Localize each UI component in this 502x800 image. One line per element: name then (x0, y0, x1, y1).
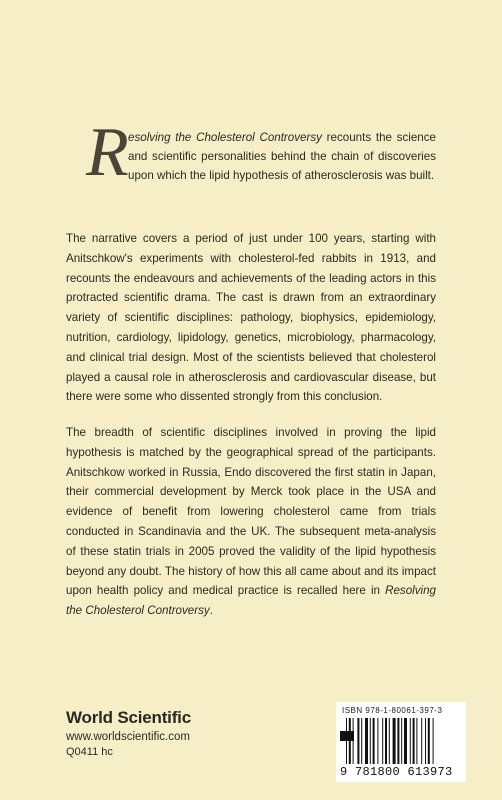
barcode-stripe (365, 718, 368, 764)
barcode-stripe (373, 718, 375, 764)
barcode-stripe (370, 718, 371, 764)
product-code: Q0411 hc (66, 746, 113, 758)
geography-text: The breadth of scientific disciplines involved in proving the lipid hypothesis is matched by the geographical spread of the participants. Anitschkow worked in Russia, Endo discovered the first statin in Japan, their commercial development by Merck took place in the USA and evidence of benefit from lowering cholesterol came from trials conducted in Scandinavia and the UK. The subsequent meta-analysis of these statin trials in 2005 proved the validity of the lipid hypothesis beyond any doubt. The history of how this all came about and its impact upon health policy and medical practice is recalled here in (66, 426, 436, 598)
barcode-stripe (416, 718, 417, 764)
isbn-label: ISBN 978-1-80061-397-3 (342, 706, 443, 715)
barcode-stripe (425, 718, 426, 764)
barcode-stripe (382, 718, 383, 764)
barcode (336, 702, 466, 782)
paragraph-end: . (209, 604, 213, 618)
barcode-stripe (361, 718, 362, 764)
barcode-stripe (401, 718, 402, 764)
barcode-stripe (393, 718, 396, 764)
barcode-stripe (357, 718, 359, 764)
barcode-stripe (385, 718, 387, 764)
publisher-block (66, 707, 191, 760)
barcode-stripe (349, 718, 351, 764)
barcode-bars (346, 718, 458, 766)
barcode-number: 9 781800 613973 (340, 765, 453, 779)
barcode-stripe (397, 718, 399, 764)
geography-paragraph (66, 423, 436, 621)
barcode-stripe (428, 718, 430, 764)
narrative-paragraph: The narrative covers a period of just under 100 years, starting with Anitschkow's experiments with cholesterol-fed rabbits in 1913, and recounts the endeavours and achievements of the leading actors in this protracted scientific drama. The cast is drawn from an extraordinary variety of scientific disciplines: pathology, biophysics, epidemiology, nutrition, cardiology, lipidology, genetics, microbiology, pharmacology, and clinical trial design. Most of the scientists believed that cholesterol played a causal role in atherosclerosis and cardiovascular disease, but there were some who dissented strongly from this conclusion. (66, 232, 436, 404)
barcode-stripe (410, 718, 411, 764)
intro-paragraph (128, 128, 436, 185)
publisher-url: www.worldscientific.com (66, 731, 190, 743)
barcode-stripe (353, 718, 354, 764)
barcode-stripe (421, 718, 422, 764)
publisher-name: World Scientific (66, 708, 191, 727)
intro-text: recounts the science and scientific personalities behind the chain of discoveries upon which the lipid hypothesis of atherosclerosis was built. (128, 131, 436, 182)
book-title-italic: esolving the Cholesterol Controversy (128, 131, 322, 144)
barcode-stripe (389, 718, 390, 764)
book-title-italic: Resolving the Cholesterol Controversy (66, 584, 436, 618)
barcode-stripe (433, 718, 434, 764)
barcode-stripe (346, 718, 347, 764)
barcode-stripe (404, 718, 407, 764)
barcode-stripe (377, 718, 378, 764)
drop-cap: R (86, 114, 129, 191)
barcode-stripe (413, 718, 415, 764)
